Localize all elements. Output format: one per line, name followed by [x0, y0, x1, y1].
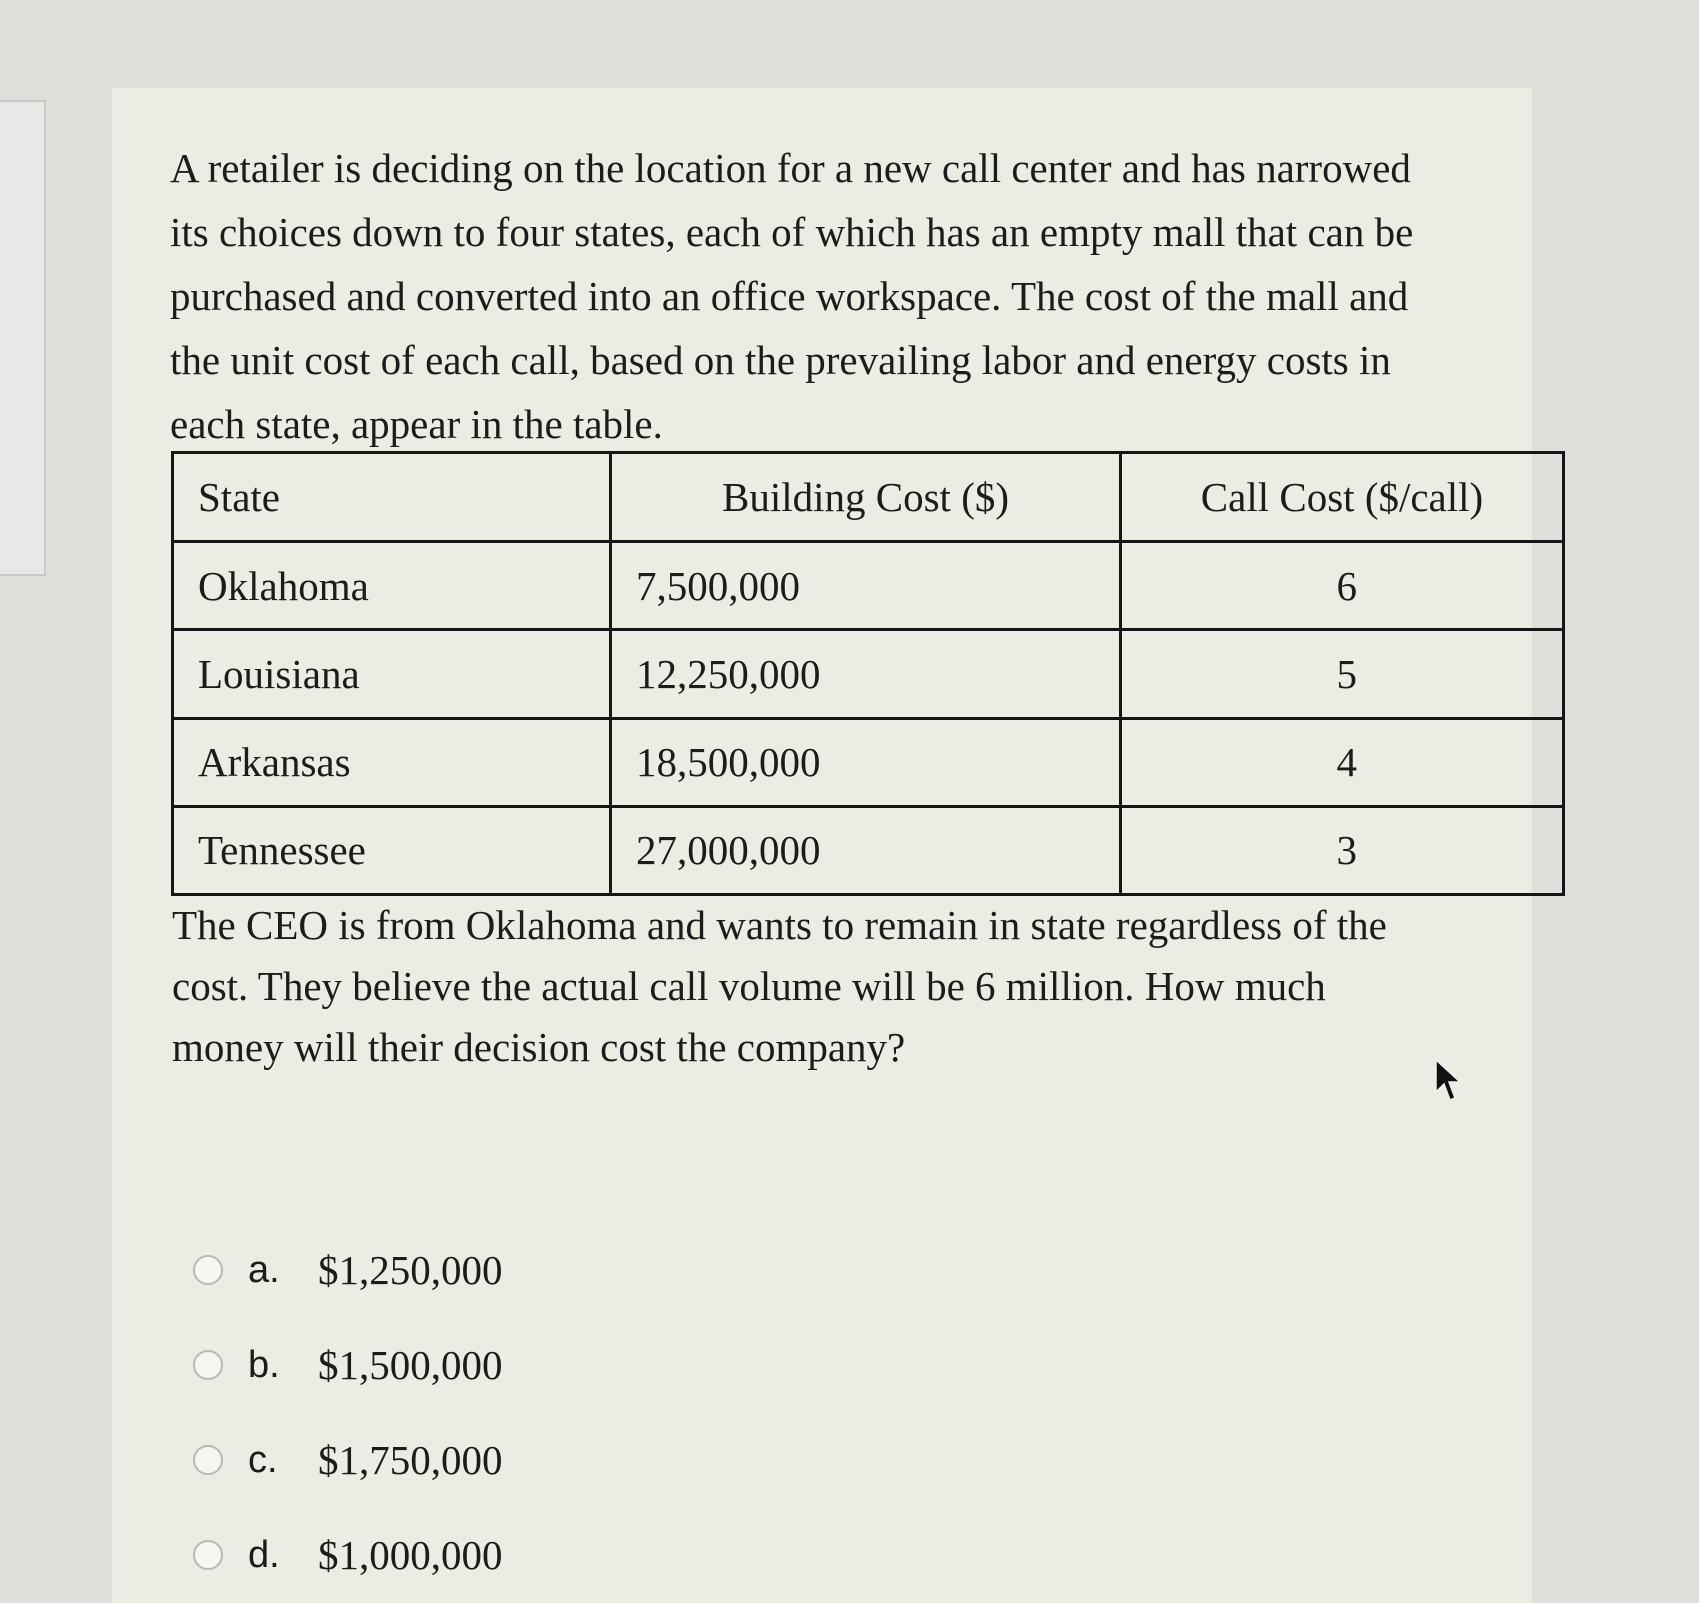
option-d[interactable] [193, 1525, 593, 1585]
header-call-cost: Call Cost ($/call) [1121, 453, 1564, 542]
option-c[interactable] [193, 1430, 593, 1490]
header-building-cost: Building Cost ($) [611, 453, 1121, 542]
radio-button-icon[interactable] [193, 1445, 223, 1475]
cell-building-cost: 12,250,000 [611, 630, 1121, 718]
option-value: $1,000,000 [318, 1532, 503, 1578]
followup-question: The CEO is from Oklahoma and wants to remain in state regardless of the cost. They believe the actual call volume will be 6 million. How much money will their decision cost the company? [172, 902, 1387, 1070]
option-letter: a. [248, 1248, 280, 1291]
cell-call-cost: 5 [1121, 630, 1564, 718]
option-value: $1,250,000 [318, 1247, 503, 1293]
mouse-pointer-icon [1434, 1058, 1464, 1104]
cell-building-cost: 7,500,000 [611, 542, 1121, 630]
cell-state: Arkansas [173, 718, 611, 806]
table-row [173, 542, 1564, 630]
cell-building-cost: 18,500,000 [611, 718, 1121, 806]
option-letter: b. [248, 1343, 280, 1386]
radio-button-icon[interactable] [193, 1350, 223, 1380]
table-row [173, 718, 1564, 806]
cell-call-cost: 6 [1121, 542, 1564, 630]
option-value: $1,500,000 [318, 1342, 503, 1388]
header-state: State [173, 453, 611, 542]
table-row [173, 806, 1564, 894]
radio-button-icon[interactable] [193, 1540, 223, 1570]
question-text: A retailer is deciding on the location for a new call center and has narrowed its choices down to four states, each of which has an empty mall that can be purchased and converted into an office workspace. The cost of the mall and the unit cost of each call, based on the prevailing labor and energy costs in each state, appear in the table. [170, 145, 1414, 447]
cell-state: Louisiana [173, 630, 611, 718]
table-header-row [173, 453, 1564, 542]
option-letter: d. [248, 1533, 280, 1576]
option-b[interactable] [193, 1335, 593, 1395]
cell-state: Tennessee [173, 806, 611, 894]
radio-button-icon[interactable] [193, 1255, 223, 1285]
cell-building-cost: 27,000,000 [611, 806, 1121, 894]
cell-state: Oklahoma [173, 542, 611, 630]
option-letter: c. [248, 1438, 278, 1481]
option-value: $1,750,000 [318, 1437, 503, 1483]
cell-call-cost: 4 [1121, 718, 1564, 806]
cell-call-cost: 3 [1121, 806, 1564, 894]
table-row [173, 630, 1564, 718]
side-panel-edge [0, 100, 46, 576]
option-a[interactable] [193, 1240, 593, 1300]
cost-table [171, 451, 1565, 896]
